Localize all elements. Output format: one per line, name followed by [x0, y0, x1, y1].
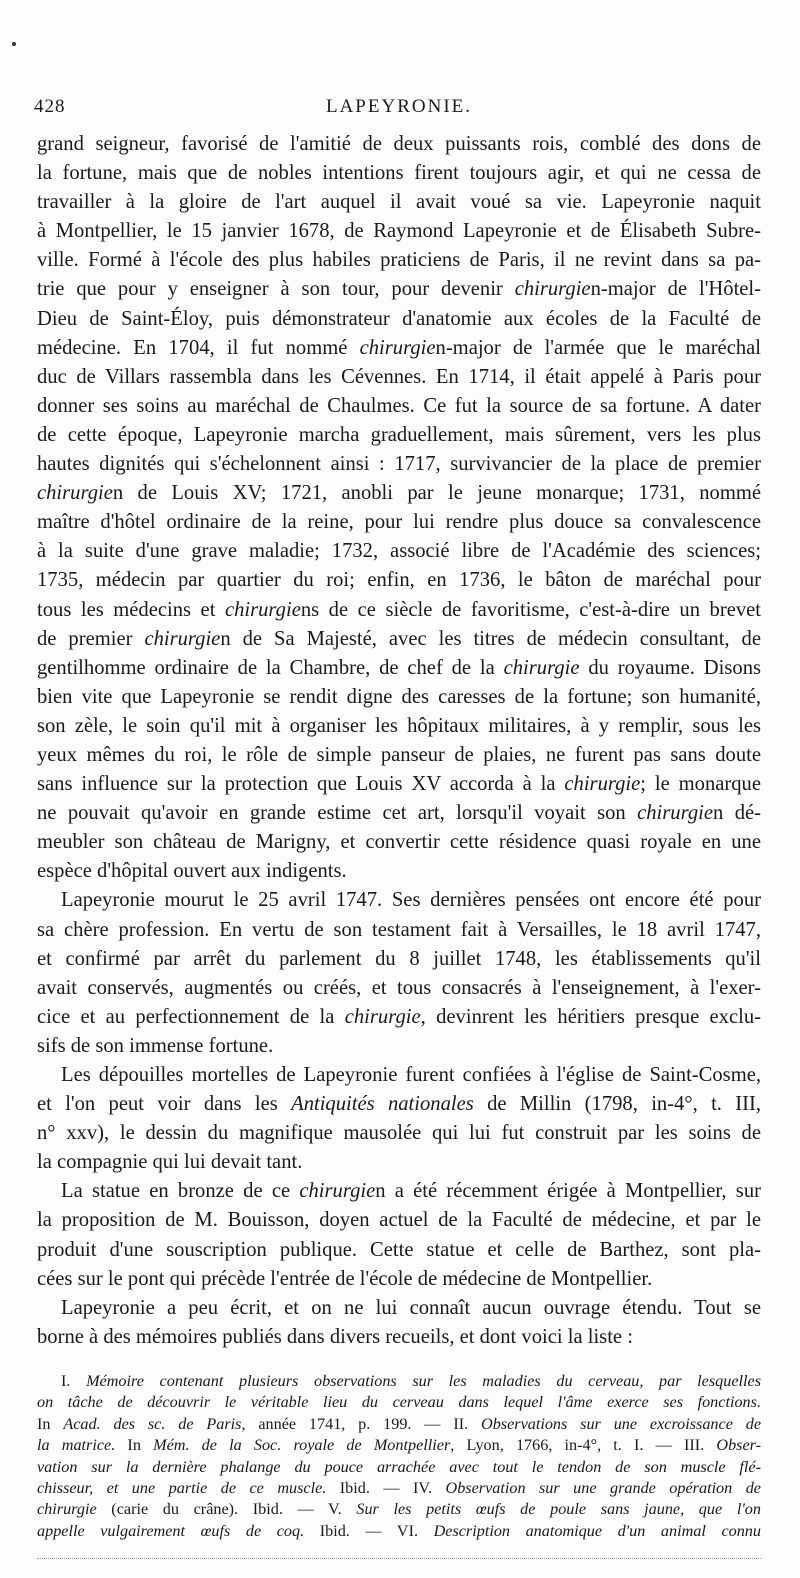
text-line: avait conservés, augmentés ou créés, et tous consacrés à l'enseignement, à l'exer- [37, 976, 761, 999]
italic-run: chisseur, et une partie de ce muscle. [37, 1478, 327, 1497]
footnotes [37, 1371, 761, 1542]
text-line: n° xxv), le dessin du magnifique mausolée qui lui fut construit par les soins de [37, 1122, 761, 1145]
text-line: et l'on peut voir dans les Antiquités nationales de Millin (1798, in-4°, t. III, [37, 1093, 761, 1116]
italic-run: vation sur la dernière phalange du pouce arrachée avec tout le tendon de son muscle flé- [37, 1457, 761, 1476]
text-line: trie que pour y enseigner à son tour, pour devenir chirurgien-major de l'Hôtel- [37, 278, 761, 301]
running-head [34, 96, 761, 130]
italic-run: chirurgie [359, 336, 436, 359]
italic-run: Description anatomique d'un animal connu [433, 1521, 761, 1540]
book-page [34, 96, 761, 1542]
text-line: duc de Villars rassembla dans les Cévennes. En 1714, il était appelé à Paris pour [37, 365, 761, 388]
text-line: produit d'une souscription publique. Cette statue et celle de Barthez, sont pla- [37, 1238, 761, 1261]
italic-run: on tâche de découvrir le véritable lieu du cerveau dans lequel l'âme exerce ses fonctions. [37, 1393, 761, 1412]
italic-run: Observation sur une grande opération de [445, 1478, 761, 1497]
text-line: de cette époque, Lapeyronie marcha graduellement, mais sûrement, vers les plus [37, 423, 761, 446]
italic-run: chirurgie [224, 598, 301, 621]
italic-run: chirurgie [514, 278, 591, 301]
text-line: yeux mêmes du roi, le rôle de simple panseur de plaies, ne furent pas sans doute [37, 743, 761, 766]
footnote-line: I. Mémoire contenant plusieurs observations sur les maladies du cerveau, par lesquelles [61, 1371, 761, 1390]
italic-run: chirurgie [299, 1180, 376, 1203]
italic-run: Sur les petits œufs de poule sans jaune, que l'on [356, 1500, 761, 1519]
italic-run: chirurgie [503, 656, 580, 679]
text-line: la fortune, mais que de nobles intentions firent toujours agir, et qui ne cessa de [37, 162, 761, 185]
page-number: 428 [34, 96, 66, 117]
text-line: Lapeyronie a peu écrit, et on ne lui connaît aucun ouvrage étendu. Tout se [61, 1296, 761, 1319]
footnote-line: chirurgie (carie du crâne). Ibid. — V. Sur les petits œufs de poule sans jaune, que l'on [37, 1500, 761, 1519]
italic-run: Acad. des sc. de Paris [63, 1414, 242, 1433]
text-line: sans influence sur la protection que Louis XV accorda à la chirurgie; le monarque [37, 773, 761, 796]
italic-run: appelle vulgairement œufs de coq. [37, 1521, 305, 1540]
text-line: bien vite que Lapeyronie se rendit digne des caresses de la fortune; son humanité, [37, 685, 761, 708]
text-line: médecine. En 1704, il fut nommé chirurgien-major de l'armée que le maréchal [37, 336, 761, 359]
body-text [37, 130, 761, 1352]
paragraph [37, 1061, 761, 1177]
italic-run: chirurgie [37, 482, 113, 505]
footnote-line: appelle vulgairement œufs de coq. Ibid. — VI. Description anatomique d'un animal connu [37, 1521, 761, 1540]
text-line: donner ses soins au maréchal de Chaulmes. Ce fut la source de sa fortune. A dater [37, 394, 761, 417]
text-line: Les dépouilles mortelles de Lapeyronie furent confiées à l'église de Saint-Cosme, [61, 1064, 761, 1086]
text-line: Lapeyronie mourut le 25 avril 1747. Ses dernières pensées ont encore été pour [61, 889, 761, 912]
margin-mark [12, 42, 16, 46]
italic-run: Antiquités nationales [291, 1093, 474, 1116]
paragraph [37, 1294, 761, 1352]
italic-run: Mémoire contenant plusieurs observations sur les maladies du cerveau, par lesquelles [86, 1371, 761, 1390]
text-line: hautes dignités qui s'échelonnent ainsi : 1717, survivancier de la place de premier [37, 453, 761, 476]
bottom-rule [37, 1558, 761, 1559]
text-line: ville. Formé à l'école des plus habiles praticiens de Paris, il ne revint dans sa pa- [37, 249, 761, 272]
running-title: LAPEYRONIE. [325, 96, 473, 117]
text-line: la proposition de M. Bouisson, doyen actuel de la Faculté de médecine, et par le [37, 1209, 761, 1232]
text-line: la compagnie qui lui devait tant. [37, 1151, 303, 1174]
text-line: grand seigneur, favorisé de l'amitié de deux puissants rois, comblé des dons de [37, 133, 761, 155]
text-line: Dieu de Saint-Éloy, puis démonstrateur d'anatomie aux écoles de la Faculté de [37, 307, 761, 330]
text-line: gentilhomme ordinaire de la Chambre, de chef de la chirurgie du royaume. Disons [37, 656, 761, 679]
text-line: travailler à la gloire de l'art auquel il avait voué sa vie. Lapeyronie naquit [37, 191, 761, 214]
text-line: à la suite d'une grave maladie; 1732, associé libre de l'Académie des sciences; [37, 540, 761, 563]
text-line: ne pouvait qu'avoir en grande estime cet art, lorsqu'il voyait son chirurgien dé- [37, 802, 761, 825]
text-line: meubler son château de Marigny, et convertir cette résidence quasi royale en une [37, 831, 761, 854]
footnote-line: chisseur, et une partie de ce muscle. Ibid. — IV. Observation sur une grande opération de [37, 1478, 761, 1497]
text-line: cées sur le pont qui précède l'entrée de l'école de médecine de Montpellier. [37, 1267, 653, 1290]
text-line: à Montpellier, le 15 janvier 1678, de Raymond Lapeyronie et de Élisabeth Subre- [37, 220, 761, 243]
footnote-line: In Acad. des sc. de Paris, année 1741, p. 199. — II. Observations sur une excroissance de [37, 1414, 761, 1433]
text-line: sa chère profession. En vertu de son testament fait à Versailles, le 18 avril 1747, [37, 918, 761, 941]
italic-run: Obser- [716, 1436, 761, 1455]
text-line: tous les médecins et chirurgiens de ce siècle de favoritisme, c'est-à-dire un brevet [37, 598, 761, 621]
italic-run: Mém. de la Soc. royale de Montpellier [153, 1436, 451, 1455]
paragraph [37, 130, 761, 886]
text-line: chirurgien de Louis XV; 1721, anobli par le jeune monarque; 1731, nommé [37, 482, 761, 505]
text-line: maître d'hôtel ordinaire de la reine, pour lui rendre plus douce sa convalescence [37, 511, 761, 534]
italic-run: chirurgie [637, 802, 713, 825]
text-line: La statue en bronze de ce chirurgien a été récemment érigée à Montpellier, sur [61, 1180, 761, 1203]
text-line: borne à des mémoires publiés dans divers recueils, et dont voici la liste : [37, 1325, 633, 1348]
italic-run: chirurgie [564, 773, 641, 796]
text-line: de premier chirurgien de Sa Majesté, avec les titres de médecin consultant, de [37, 627, 761, 650]
footnote-line: la matrice. In Mém. de la Soc. royale de Montpellier, Lyon, 1766, in-4°, t. I. — III. Obser- [37, 1436, 761, 1455]
italic-run: Observations sur une excroissance de [481, 1414, 761, 1433]
italic-run: chirurgie [344, 1005, 421, 1028]
paragraph [37, 1177, 761, 1293]
text-line: et confirmé par arrêt du parlement du 8 juillet 1748, les établissements qu'il [37, 947, 761, 970]
italic-run: chirurgie [144, 627, 221, 650]
footnote-line [37, 1457, 761, 1478]
paragraph [37, 886, 761, 1061]
text-line: cice et au perfectionnement de la chirurgie, devinrent les héritiers presque exclu- [37, 1005, 761, 1028]
italic-run: la matrice. [37, 1436, 116, 1455]
text-line: son zèle, le soin qu'il mit à organiser les hôpitaux militaires, à y remplir, sous les [37, 714, 761, 737]
text-line: sifs de son immense fortune. [37, 1034, 274, 1057]
text-line: espèce d'hôpital ouvert aux indigents. [37, 860, 347, 883]
italic-run: chirurgie [37, 1500, 97, 1519]
text-line: 1735, médecin par quartier du roi; enfin, en 1736, le bâton de maréchal pour [37, 569, 761, 592]
footnote-line [37, 1392, 761, 1413]
